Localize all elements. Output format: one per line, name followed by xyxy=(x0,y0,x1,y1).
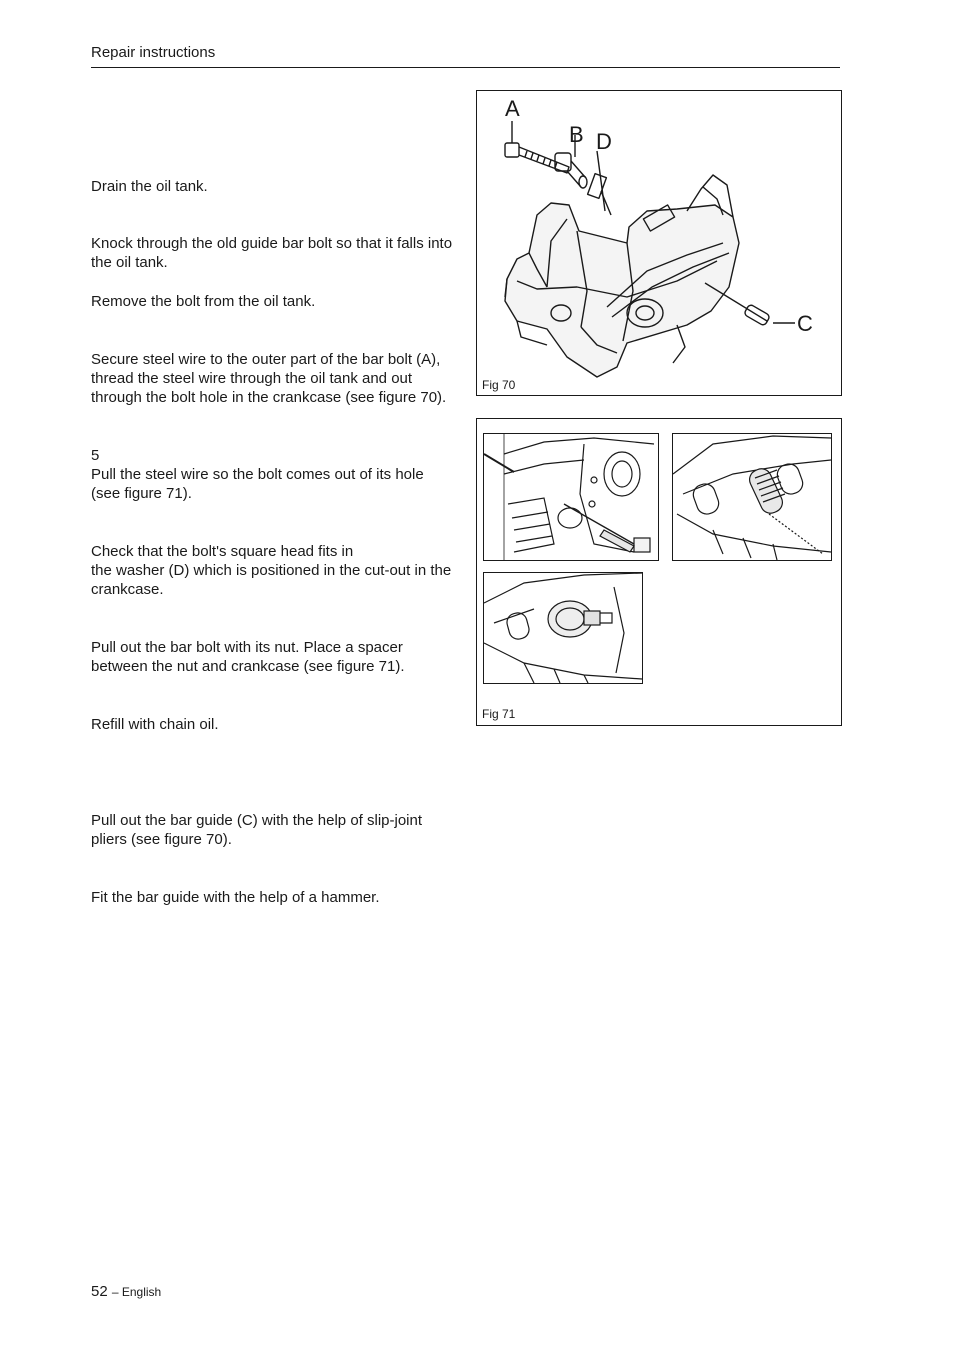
photo-bolt-pulled-out xyxy=(672,433,832,561)
callout-label-c: C xyxy=(797,311,813,336)
paragraph: Pull out the bar bolt with its nut. Place a spacer between the nut and crankcase (see figure 71). xyxy=(91,639,405,676)
paragraph: Drain the oil tank. xyxy=(91,178,208,195)
figure-70 xyxy=(476,90,842,396)
callout-label-b: B xyxy=(569,122,584,147)
paragraph: Pull the steel wire so the bolt comes out of its hole (see figure 71). xyxy=(91,466,424,503)
crankcase-exploded-illustration xyxy=(477,91,841,395)
paragraph: Secure steel wire to the outer part of the bar bolt (A), thread the steel wire through the oil tank and out through the bolt hole in the crankcase (see figure 70). xyxy=(91,351,447,407)
paragraph: Refill with chain oil. xyxy=(91,716,219,733)
photo-spacer-nut xyxy=(483,572,643,684)
page-number: 52 xyxy=(91,1283,108,1300)
paragraph: Check that the bolt's square head fits in xyxy=(91,543,354,560)
paragraph: the washer (D) which is positioned in the cut-out in the crankcase. xyxy=(91,562,452,599)
footer-language: – English xyxy=(111,1285,162,1299)
paragraph: Remove the bolt from the oil tank. xyxy=(91,293,316,310)
paragraph: Knock through the old guide bar bolt so that it falls into the oil tank. xyxy=(91,235,453,272)
paragraph: Fit the bar guide with the help of a hammer. xyxy=(91,889,380,906)
figure-71 xyxy=(476,418,842,726)
header-rule xyxy=(91,67,840,68)
page-header-title: Repair instructions xyxy=(91,44,216,61)
figure-caption: Fig 70 xyxy=(482,378,516,392)
callout-label-d: D xyxy=(596,129,612,154)
paragraph: Pull out the bar guide (C) with the help of slip-joint pliers (see figure 70). xyxy=(91,812,423,849)
figure-caption: Fig 71 xyxy=(482,707,516,721)
callout-label-a: A xyxy=(505,96,520,121)
step-number: 5 xyxy=(91,447,100,464)
photo-wire-through-bolt-hole xyxy=(483,433,659,561)
page-footer xyxy=(91,1283,161,1300)
